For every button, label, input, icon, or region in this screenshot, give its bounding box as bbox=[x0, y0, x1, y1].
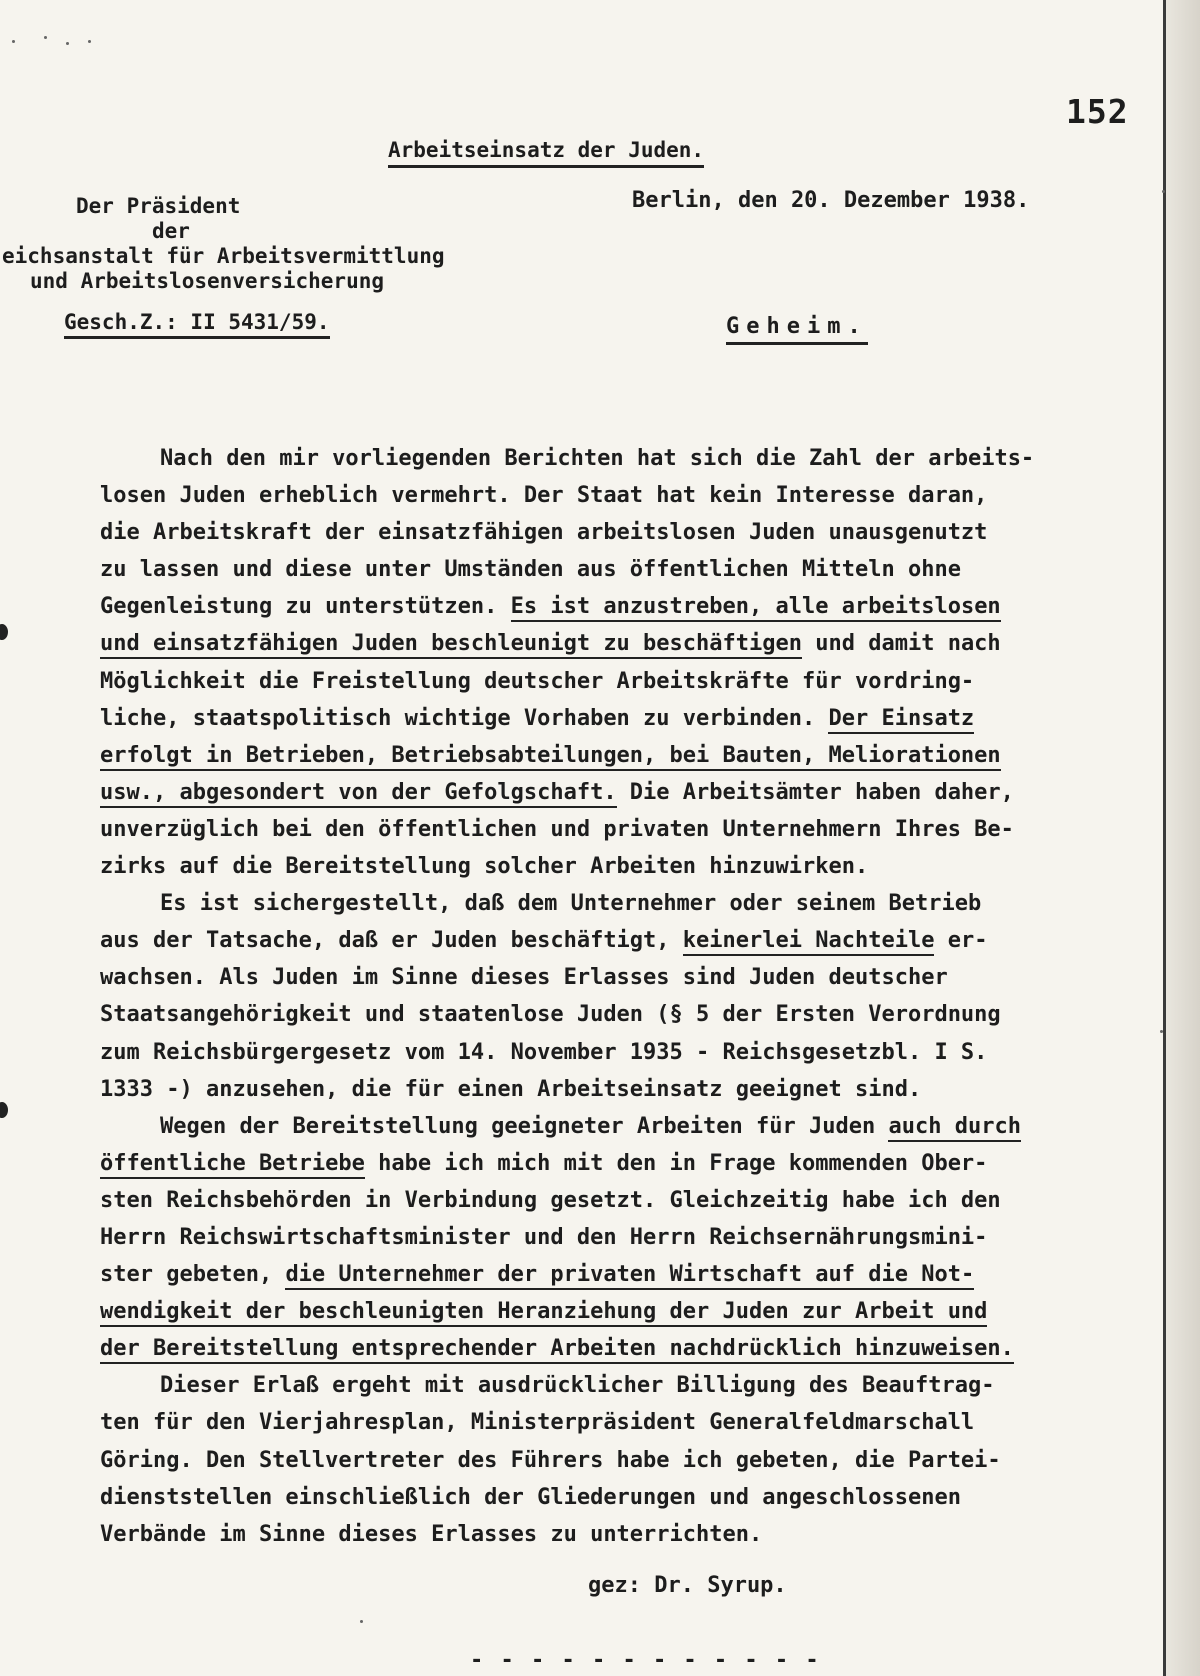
underlined-segment: die Unternehmer der privaten Wirtschaft auf die Not- bbox=[285, 1262, 974, 1290]
scan-speck bbox=[1160, 1030, 1163, 1033]
sender-line: der bbox=[152, 219, 190, 243]
punch-hole-mark bbox=[0, 1102, 8, 1118]
body-line: dienststellen einschließlich der Gliederungen und angeschlossenen bbox=[100, 1484, 961, 1510]
body-line: zirks auf die Bereitstellung solcher Arbeiten hinzuwirken. bbox=[100, 854, 869, 880]
body-line bbox=[100, 588, 1180, 625]
underlined-segment: Der Einsatz bbox=[828, 706, 974, 734]
underlined-segment: wendigkeit der beschleunigten Heranziehung der Juden zur Arbeit und bbox=[100, 1299, 987, 1327]
body-line bbox=[100, 737, 1180, 774]
sender-line: Der Präsident bbox=[76, 194, 241, 218]
scan-speck bbox=[66, 42, 69, 45]
underlined-segment: der Bereitstellung entsprechender Arbeiten nachdrücklich hinzuweisen. bbox=[100, 1336, 1014, 1364]
underlined-segment: usw., abgesondert von der Gefolgschaft. bbox=[100, 780, 617, 808]
body-line bbox=[100, 1145, 1180, 1182]
date-line: Berlin, den 20. Dezember 1938. bbox=[632, 188, 1030, 213]
sender-line: und Arbeitslosenversicherung bbox=[30, 269, 385, 293]
scan-speck bbox=[88, 40, 91, 43]
body-segment: aus der Tatsache, daß er Juden beschäftigt, bbox=[100, 928, 683, 954]
body-line: ten für den Vierjahresplan, Ministerpräsident Generalfeldmarschall bbox=[100, 1410, 975, 1436]
underlined-segment: keinerlei Nachteile bbox=[683, 928, 935, 956]
body-line bbox=[100, 922, 1180, 959]
body-line: 1333 -) anzusehen, die für einen Arbeitseinsatz geeignet sind. bbox=[100, 1076, 922, 1102]
body-line: Dieser Erlaß ergeht mit ausdrücklicher Billigung des Beauftrag- bbox=[160, 1373, 995, 1399]
body-line: losen Juden erheblich vermehrt. Der Staat hat kein Interesse daran, bbox=[100, 483, 988, 509]
sender-line: eichsanstalt für Arbeitsvermittlung bbox=[2, 244, 445, 268]
body-segment: Wegen der Bereitstellung geeigneter Arbeiten für Juden bbox=[160, 1113, 889, 1139]
reference-number: Gesch.Z.: II 5431/59. bbox=[64, 310, 330, 339]
punch-hole-mark bbox=[0, 624, 8, 640]
scan-speck bbox=[44, 36, 47, 39]
closing-divider: - - - - - - - - - - - - bbox=[470, 1648, 821, 1673]
body-line: Verbände im Sinne dieses Erlasses zu unterrichten. bbox=[100, 1521, 763, 1547]
underlined-segment: öffentliche Betriebe bbox=[100, 1151, 365, 1179]
scan-speck bbox=[1162, 190, 1165, 193]
signature-line: gez: Dr. Syrup. bbox=[588, 1573, 787, 1598]
body-segment: Gegenleistung zu unterstützen. bbox=[100, 594, 511, 620]
body-line: unverzüglich bei den öffentlichen und privaten Unternehmern Ihres Be- bbox=[100, 816, 1014, 842]
underlined-segment: und einsatzfähigen Juden beschleunigt zu beschäftigen bbox=[100, 631, 802, 659]
body-line: Möglichkeit die Freistellung deutscher Arbeitskräfte für vordring- bbox=[100, 668, 975, 694]
body-segment: und damit nach bbox=[802, 631, 1001, 657]
body-line: zum Reichsbürgergesetz vom 14. November 1935 - Reichsgesetzbl. I S. bbox=[100, 1039, 988, 1065]
body-line bbox=[100, 1293, 1180, 1330]
body-line: Es ist sichergestellt, daß dem Unternehmer oder seinem Betrieb bbox=[160, 891, 982, 917]
body-segment: er- bbox=[934, 928, 988, 954]
body-line bbox=[100, 625, 1180, 662]
body-segment: Die Arbeitsämter haben daher, bbox=[616, 779, 1014, 805]
body-segment: liche, staatspolitisch wichtige Vorhaben zu verbinden. bbox=[100, 705, 829, 731]
body-line: Nach den mir vorliegenden Berichten hat sich die Zahl der arbeits- bbox=[160, 446, 1035, 471]
body-line bbox=[100, 1256, 1180, 1293]
classification-mark: Geheim. bbox=[726, 314, 868, 345]
body-line bbox=[100, 774, 1180, 811]
body-line: die Arbeitskraft der einsatzfähigen arbeitslosen Juden unausgenutzt bbox=[100, 520, 988, 546]
body-line: zu lassen und diese unter Umständen aus öffentlichen Mitteln ohne bbox=[100, 557, 961, 583]
body-line: wachsen. Als Juden im Sinne dieses Erlasses sind Juden deutscher bbox=[100, 965, 948, 991]
underlined-segment: Es ist anzustreben, alle arbeitslosen bbox=[511, 594, 1001, 622]
scan-speck bbox=[360, 1620, 363, 1623]
body-segment: habe ich mich mit den in Frage kommenden Ober- bbox=[364, 1150, 988, 1176]
letter-body bbox=[100, 440, 1180, 1553]
underlined-segment: erfolgt in Betrieben, Betriebsabteilungen, bei Bauten, Meliorationen bbox=[100, 743, 1001, 771]
scan-speck bbox=[12, 40, 15, 43]
sender-block bbox=[2, 194, 445, 294]
body-line: Staatsangehörigkeit und staatenlose Juden (§ 5 der Ersten Verordnung bbox=[100, 1002, 1001, 1028]
body-line bbox=[100, 700, 1180, 737]
body-line: Herrn Reichswirtschaftsminister und den Herrn Reichsernährungsmini- bbox=[100, 1224, 988, 1250]
document-title: Arbeitseinsatz der Juden. bbox=[388, 138, 704, 168]
body-line bbox=[100, 1108, 1180, 1145]
body-line bbox=[100, 1330, 1180, 1367]
body-line: sten Reichsbehörden in Verbindung gesetzt. Gleichzeitig habe ich den bbox=[100, 1187, 1001, 1213]
body-segment: ster gebeten, bbox=[100, 1262, 286, 1288]
body-line: Göring. Den Stellvertreter des Führers habe ich gebeten, die Partei- bbox=[100, 1447, 1001, 1473]
page-number: 152 bbox=[1066, 92, 1129, 131]
underlined-segment: auch durch bbox=[888, 1114, 1020, 1142]
